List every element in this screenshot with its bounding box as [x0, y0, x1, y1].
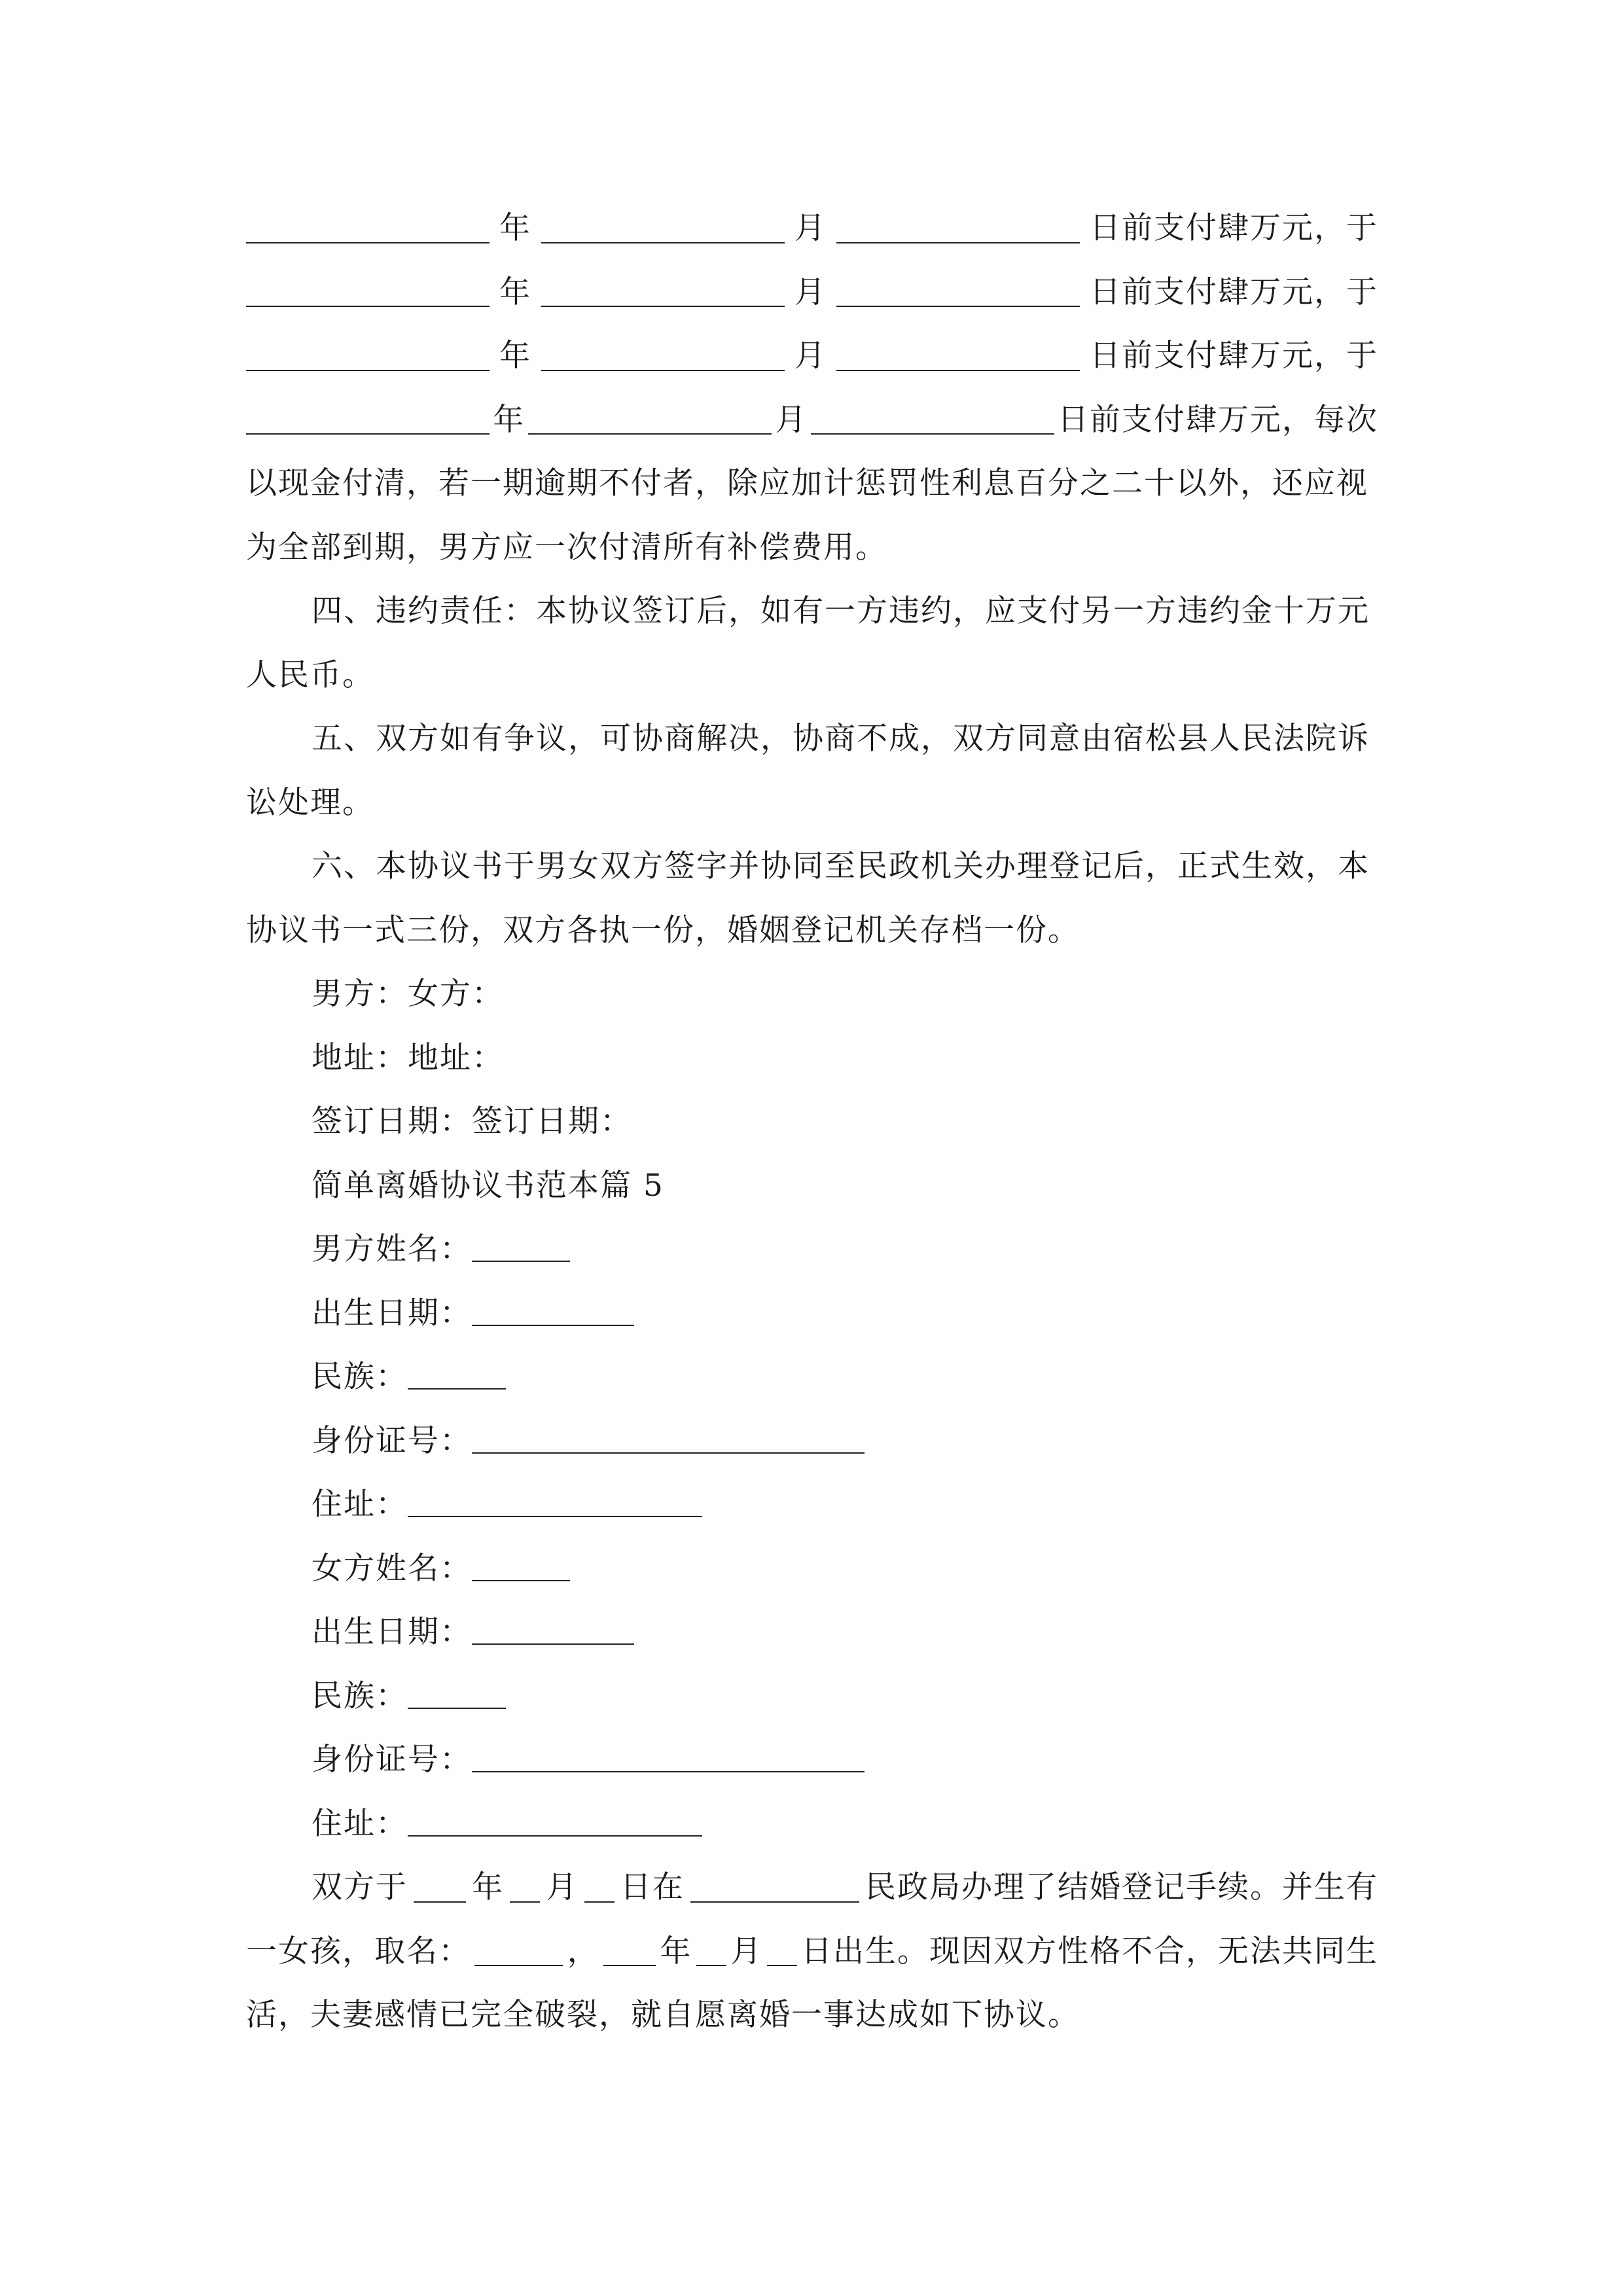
day-blank: [836, 213, 1080, 243]
field-label: 身份证号：: [312, 1422, 472, 1459]
male-birth-field: [246, 1282, 1378, 1346]
month-blank: [528, 404, 772, 435]
month-label: 月: [794, 338, 827, 374]
year-blank: [246, 341, 490, 371]
female-birth-field: [246, 1600, 1378, 1664]
payment-text: 日前支付肆万元，每次: [1057, 401, 1378, 438]
paragraph-line: 协议书一式三份，双方各执一份，婚姻登记机关存档一份。: [246, 912, 1080, 948]
year-blank: [246, 277, 490, 307]
year-label: 年: [499, 274, 531, 310]
year-blank: [246, 213, 490, 243]
female-id-field: [246, 1728, 1378, 1792]
closing-text: 双方于: [312, 1869, 408, 1905]
document-page: [246, 196, 1378, 2047]
closing-text: 年: [660, 1933, 692, 1969]
male-birth-blank: [472, 1296, 634, 1326]
field-label: 民族：: [312, 1359, 408, 1395]
child-day-blank: [767, 1936, 797, 1966]
closing-line-2: [246, 1920, 1378, 1984]
field-label: 女方姓名：: [312, 1550, 472, 1587]
day-blank: [836, 341, 1080, 371]
field-label: 男方姓名：: [312, 1231, 472, 1267]
female-ethnicity-blank: [408, 1679, 506, 1709]
clause-breach: 四、违约责任：本协议签订后，如有一方违约，应支付另一方违约金十万元: [312, 593, 1370, 629]
male-ethnicity-blank: [408, 1359, 506, 1390]
month-label: 月: [775, 401, 808, 438]
closing-text: 民政局办理了结婚登记手续。并生有: [865, 1869, 1378, 1905]
closing-text: 月: [730, 1933, 763, 1969]
signature-parties: 男方：女方：: [312, 976, 504, 1012]
payment-line-2: [246, 260, 1378, 325]
bureau-blank: [690, 1873, 859, 1903]
male-name-blank: [472, 1232, 570, 1262]
female-id-blank: [472, 1742, 865, 1772]
closing-text: 一女孩，取名：: [246, 1933, 471, 1969]
day-blank: [836, 277, 1080, 307]
field-label: 住址：: [312, 1486, 408, 1522]
male-address-field: [246, 1473, 1378, 1537]
field-label: 出生日期：: [312, 1614, 472, 1650]
year-blank: [246, 404, 490, 435]
closing-text: 年: [472, 1869, 505, 1905]
payment-line-4: [246, 388, 1378, 452]
closing-text: ，: [567, 1933, 599, 1969]
female-address-field: [246, 1792, 1378, 1856]
closing-text: 月: [546, 1869, 579, 1905]
female-address-blank: [408, 1806, 702, 1837]
child-month-blank: [696, 1936, 726, 1966]
paragraph-line: 讼处理。: [246, 784, 374, 821]
closing-text: 日在: [620, 1869, 685, 1905]
paragraph-line: 为全部到期，男方应一次付清所有补偿费用。: [246, 529, 887, 565]
field-label: 身份证号：: [312, 1742, 472, 1778]
paragraph-line: [246, 452, 1378, 516]
male-id-field: [246, 1409, 1378, 1473]
paragraph-text: 以现金付清，若一期逾期不付者，除应加计惩罚性利息百分之二十以外，还应视: [246, 465, 1368, 501]
payment-text: 日前支付肆万元，于: [1090, 338, 1378, 374]
month-blank: [541, 341, 785, 371]
male-ethnicity-field: [246, 1345, 1378, 1409]
child-year-blank: [603, 1936, 656, 1966]
payment-text: 日前支付肆万元，于: [1090, 210, 1378, 246]
month-blank: [541, 213, 785, 243]
field-label: 民族：: [312, 1677, 408, 1714]
closing-text: 日出生。现因双方性格不合，无法共同生: [801, 1933, 1378, 1969]
marriage-month-blank: [510, 1873, 540, 1903]
paragraph-line: 人民币。: [246, 656, 374, 693]
male-address-blank: [408, 1487, 702, 1517]
male-id-blank: [472, 1424, 865, 1454]
payment-line-1: [246, 196, 1378, 260]
clause-effective: 六、本协议书于男女双方签字并协同至民政机关办理登记后，正式生效，本: [312, 848, 1370, 884]
payment-text: 日前支付肆万元，于: [1090, 274, 1378, 310]
year-label: 年: [493, 401, 526, 438]
field-label: 出生日期：: [312, 1295, 472, 1331]
month-blank: [541, 277, 785, 307]
closing-line-1: [246, 1856, 1378, 1920]
clause-dispute: 五、双方如有争议，可协商解决，协商不成，双方同意由宿松县人民法院诉: [312, 721, 1370, 757]
female-birth-blank: [472, 1615, 634, 1645]
section-title: 简单离婚协议书范本篇 5: [312, 1167, 664, 1204]
field-label: 住址：: [312, 1805, 408, 1842]
female-name-blank: [472, 1551, 570, 1581]
day-blank: [811, 404, 1054, 435]
female-ethnicity-field: [246, 1664, 1378, 1729]
marriage-day-blank: [584, 1873, 615, 1903]
signature-address: 地址：地址：: [312, 1039, 504, 1076]
year-label: 年: [499, 210, 531, 246]
payment-line-3: [246, 324, 1378, 388]
month-label: 月: [794, 210, 827, 246]
male-name-field: [246, 1217, 1378, 1282]
female-name-field: [246, 1537, 1378, 1601]
year-label: 年: [499, 338, 531, 374]
month-label: 月: [794, 274, 827, 310]
closing-line-3: 活，夫妻感情已完全破裂，就自愿离婚一事达成如下协议。: [246, 1997, 1080, 2033]
child-name-blank: [474, 1936, 563, 1966]
signature-date: 签订日期：签订日期：: [312, 1103, 632, 1139]
marriage-year-blank: [414, 1873, 466, 1903]
